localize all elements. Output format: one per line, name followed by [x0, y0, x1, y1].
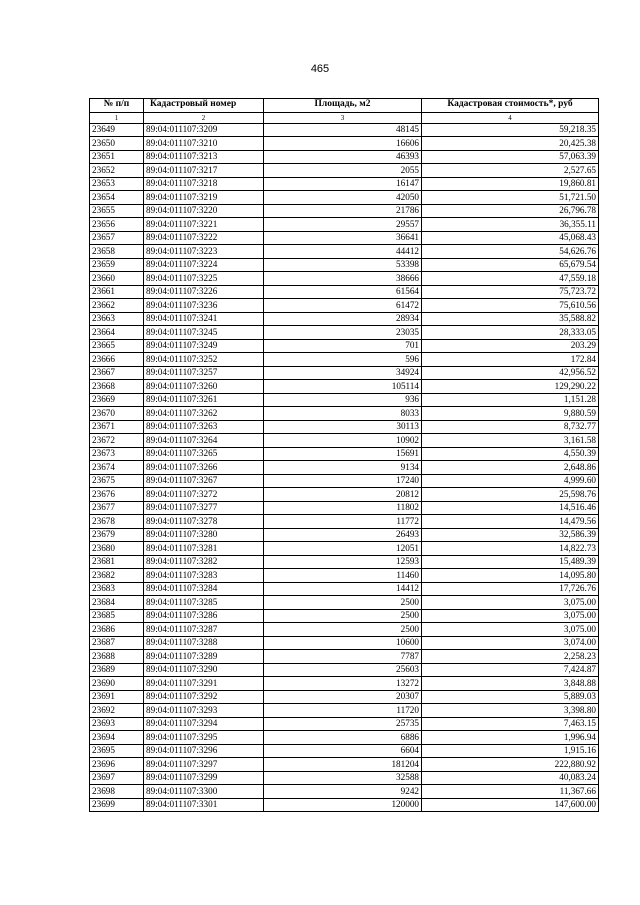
- row-cadastral-number: 89:04:011107:3209: [144, 123, 264, 137]
- row-cadastral-number: 89:04:011107:3266: [144, 461, 264, 475]
- row-cadastral-value: 32,586.39: [422, 528, 599, 542]
- row-index: 23665: [90, 339, 144, 353]
- row-index: 23691: [90, 690, 144, 704]
- row-area: 23035: [264, 326, 422, 340]
- row-area: 12051: [264, 542, 422, 556]
- row-index: 23669: [90, 393, 144, 407]
- row-cadastral-value: 57,063.39: [422, 150, 599, 164]
- row-index: 23676: [90, 488, 144, 502]
- row-cadastral-value: 19,860.81: [422, 177, 599, 191]
- row-area: 21786: [264, 204, 422, 218]
- row-cadastral-number: 89:04:011107:3290: [144, 663, 264, 677]
- row-index: 23698: [90, 785, 144, 799]
- table-row: [90, 447, 599, 461]
- row-index: 23678: [90, 515, 144, 529]
- row-cadastral-value: 11,367.66: [422, 785, 599, 799]
- table-row: [90, 636, 599, 650]
- row-cadastral-number: 89:04:011107:3218: [144, 177, 264, 191]
- page-number: 465: [310, 63, 330, 75]
- row-area: 936: [264, 393, 422, 407]
- row-cadastral-number: 89:04:011107:3217: [144, 164, 264, 178]
- row-cadastral-number: 89:04:011107:3225: [144, 272, 264, 286]
- table-row: [90, 434, 599, 448]
- row-index: 23687: [90, 636, 144, 650]
- table-row: [90, 609, 599, 623]
- row-area: 7787: [264, 650, 422, 664]
- row-index: 23688: [90, 650, 144, 664]
- table-body: [90, 123, 599, 812]
- row-area: 10600: [264, 636, 422, 650]
- table-row: [90, 366, 599, 380]
- table-row: [90, 744, 599, 758]
- row-cadastral-number: 89:04:011107:3219: [144, 191, 264, 205]
- table-row: [90, 771, 599, 785]
- table-row: [90, 420, 599, 434]
- row-cadastral-value: 36,355.11: [422, 218, 599, 232]
- table-row: [90, 704, 599, 718]
- table-row: [90, 474, 599, 488]
- table-row: [90, 245, 599, 259]
- row-cadastral-value: 65,679.54: [422, 258, 599, 272]
- table-row: [90, 204, 599, 218]
- row-cadastral-value: 7,463.15: [422, 717, 599, 731]
- row-cadastral-value: 28,333.05: [422, 326, 599, 340]
- table-row: [90, 177, 599, 191]
- table-row: [90, 785, 599, 799]
- row-cadastral-value: 1,915.16: [422, 744, 599, 758]
- row-cadastral-number: 89:04:011107:3277: [144, 501, 264, 515]
- table-row: [90, 650, 599, 664]
- row-area: 2055: [264, 164, 422, 178]
- row-cadastral-number: 89:04:011107:3220: [144, 204, 264, 218]
- row-cadastral-number: 89:04:011107:3249: [144, 339, 264, 353]
- row-cadastral-value: 45,068.43: [422, 231, 599, 245]
- row-index: 23660: [90, 272, 144, 286]
- row-cadastral-value: 3,075.00: [422, 623, 599, 637]
- table-row: [90, 353, 599, 367]
- row-area: 11720: [264, 704, 422, 718]
- row-area: 2500: [264, 609, 422, 623]
- row-cadastral-value: 42,956.52: [422, 366, 599, 380]
- row-cadastral-value: 147,600.00: [422, 798, 599, 812]
- table-row: [90, 582, 599, 596]
- row-cadastral-value: 2,648.86: [422, 461, 599, 475]
- row-cadastral-number: 89:04:011107:3272: [144, 488, 264, 502]
- row-cadastral-value: 51,721.50: [422, 191, 599, 205]
- row-area: 16147: [264, 177, 422, 191]
- row-area: 13272: [264, 677, 422, 691]
- row-area: 20812: [264, 488, 422, 502]
- row-index: 23674: [90, 461, 144, 475]
- row-index: 23658: [90, 245, 144, 259]
- row-area: 701: [264, 339, 422, 353]
- row-index: 23686: [90, 623, 144, 637]
- header-cadastral-number: Кадастровый номер: [144, 99, 264, 113]
- row-cadastral-value: 1,996.94: [422, 731, 599, 745]
- table-row: [90, 191, 599, 205]
- row-area: 12593: [264, 555, 422, 569]
- row-index: 23651: [90, 150, 144, 164]
- table-row: [90, 758, 599, 772]
- row-index: 23696: [90, 758, 144, 772]
- table-row: [90, 555, 599, 569]
- row-cadastral-value: 4,550.39: [422, 447, 599, 461]
- row-index: 23680: [90, 542, 144, 556]
- header-index: № п/п: [90, 99, 144, 113]
- row-index: 23695: [90, 744, 144, 758]
- row-cadastral-value: 3,075.00: [422, 609, 599, 623]
- row-cadastral-number: 89:04:011107:3297: [144, 758, 264, 772]
- table-row: [90, 231, 599, 245]
- column-number-row: [90, 112, 599, 123]
- row-index: 23663: [90, 312, 144, 326]
- table-row: [90, 798, 599, 812]
- row-area: 34924: [264, 366, 422, 380]
- row-cadastral-value: 7,424.87: [422, 663, 599, 677]
- row-cadastral-value: 14,095.80: [422, 569, 599, 583]
- row-cadastral-value: 3,848.88: [422, 677, 599, 691]
- row-index: 23689: [90, 663, 144, 677]
- row-cadastral-number: 89:04:011107:3294: [144, 717, 264, 731]
- row-area: 30113: [264, 420, 422, 434]
- row-cadastral-number: 89:04:011107:3222: [144, 231, 264, 245]
- row-index: 23673: [90, 447, 144, 461]
- row-area: 120000: [264, 798, 422, 812]
- row-cadastral-value: 47,559.18: [422, 272, 599, 286]
- table-row: [90, 312, 599, 326]
- table-row: [90, 677, 599, 691]
- row-cadastral-value: 14,822.73: [422, 542, 599, 556]
- header-area: Площадь, м2: [264, 99, 422, 113]
- column-number: 2: [144, 112, 264, 123]
- column-number: 4: [422, 112, 599, 123]
- row-area: 6604: [264, 744, 422, 758]
- row-cadastral-number: 89:04:011107:3300: [144, 785, 264, 799]
- row-area: 8033: [264, 407, 422, 421]
- row-area: 11802: [264, 501, 422, 515]
- row-cadastral-number: 89:04:011107:3263: [144, 420, 264, 434]
- row-area: 29557: [264, 218, 422, 232]
- row-area: 14412: [264, 582, 422, 596]
- row-index: 23668: [90, 380, 144, 394]
- table-row: [90, 339, 599, 353]
- row-cadastral-value: 203.29: [422, 339, 599, 353]
- row-area: 46393: [264, 150, 422, 164]
- table-row: [90, 663, 599, 677]
- row-index: 23654: [90, 191, 144, 205]
- row-index: 23682: [90, 569, 144, 583]
- row-area: 2500: [264, 596, 422, 610]
- row-index: 23692: [90, 704, 144, 718]
- table-row: [90, 123, 599, 137]
- row-area: 596: [264, 353, 422, 367]
- row-cadastral-number: 89:04:011107:3283: [144, 569, 264, 583]
- row-cadastral-value: 14,516.46: [422, 501, 599, 515]
- row-cadastral-value: 129,290.22: [422, 380, 599, 394]
- table-row: [90, 515, 599, 529]
- row-cadastral-number: 89:04:011107:3226: [144, 285, 264, 299]
- row-cadastral-number: 89:04:011107:3245: [144, 326, 264, 340]
- row-index: 23683: [90, 582, 144, 596]
- row-cadastral-value: 59,218.35: [422, 123, 599, 137]
- row-cadastral-value: 1,151.28: [422, 393, 599, 407]
- row-area: 9134: [264, 461, 422, 475]
- table-row: [90, 596, 599, 610]
- row-area: 53398: [264, 258, 422, 272]
- row-cadastral-number: 89:04:011107:3285: [144, 596, 264, 610]
- table-row: [90, 164, 599, 178]
- row-cadastral-number: 89:04:011107:3295: [144, 731, 264, 745]
- row-cadastral-number: 89:04:011107:3267: [144, 474, 264, 488]
- table-row: [90, 623, 599, 637]
- row-cadastral-number: 89:04:011107:3224: [144, 258, 264, 272]
- row-cadastral-value: 3,075.00: [422, 596, 599, 610]
- cadastral-table: [89, 98, 599, 812]
- row-index: 23685: [90, 609, 144, 623]
- row-index: 23672: [90, 434, 144, 448]
- row-cadastral-value: 35,588.82: [422, 312, 599, 326]
- table-row: [90, 393, 599, 407]
- row-index: 23666: [90, 353, 144, 367]
- table-row: [90, 285, 599, 299]
- row-cadastral-number: 89:04:011107:3264: [144, 434, 264, 448]
- table-row: [90, 137, 599, 151]
- row-index: 23649: [90, 123, 144, 137]
- row-cadastral-number: 89:04:011107:3299: [144, 771, 264, 785]
- row-cadastral-value: 3,161.58: [422, 434, 599, 448]
- row-index: 23662: [90, 299, 144, 313]
- row-cadastral-number: 89:04:011107:3221: [144, 218, 264, 232]
- row-cadastral-value: 172.84: [422, 353, 599, 367]
- row-index: 23664: [90, 326, 144, 340]
- row-index: 23652: [90, 164, 144, 178]
- row-cadastral-number: 89:04:011107:3286: [144, 609, 264, 623]
- row-index: 23681: [90, 555, 144, 569]
- row-index: 23690: [90, 677, 144, 691]
- row-cadastral-value: 222,880.92: [422, 758, 599, 772]
- row-cadastral-value: 54,626.76: [422, 245, 599, 259]
- row-cadastral-value: 26,796.78: [422, 204, 599, 218]
- table-row: [90, 258, 599, 272]
- table-row: [90, 326, 599, 340]
- row-area: 25603: [264, 663, 422, 677]
- row-area: 26493: [264, 528, 422, 542]
- row-index: 23656: [90, 218, 144, 232]
- table-row: [90, 218, 599, 232]
- row-cadastral-value: 2,527.65: [422, 164, 599, 178]
- row-cadastral-number: 89:04:011107:3265: [144, 447, 264, 461]
- row-area: 105114: [264, 380, 422, 394]
- row-index: 23671: [90, 420, 144, 434]
- row-cadastral-number: 89:04:011107:3288: [144, 636, 264, 650]
- row-index: 23667: [90, 366, 144, 380]
- header-row: [90, 99, 599, 113]
- row-area: 11772: [264, 515, 422, 529]
- row-cadastral-value: 3,398.80: [422, 704, 599, 718]
- row-area: 32588: [264, 771, 422, 785]
- row-cadastral-value: 2,258.23: [422, 650, 599, 664]
- table-row: [90, 690, 599, 704]
- table-row: [90, 380, 599, 394]
- row-cadastral-value: 20,425.38: [422, 137, 599, 151]
- row-cadastral-number: 89:04:011107:3241: [144, 312, 264, 326]
- row-cadastral-value: 25,598.76: [422, 488, 599, 502]
- row-index: 23679: [90, 528, 144, 542]
- row-cadastral-number: 89:04:011107:3252: [144, 353, 264, 367]
- table-row: [90, 299, 599, 313]
- row-cadastral-value: 40,083.24: [422, 771, 599, 785]
- row-cadastral-number: 89:04:011107:3291: [144, 677, 264, 691]
- row-cadastral-value: 3,074.00: [422, 636, 599, 650]
- row-cadastral-number: 89:04:011107:3284: [144, 582, 264, 596]
- row-cadastral-number: 89:04:011107:3223: [144, 245, 264, 259]
- row-cadastral-number: 89:04:011107:3210: [144, 137, 264, 151]
- table-row: [90, 717, 599, 731]
- row-area: 17240: [264, 474, 422, 488]
- row-cadastral-number: 89:04:011107:3301: [144, 798, 264, 812]
- row-area: 9242: [264, 785, 422, 799]
- row-index: 23661: [90, 285, 144, 299]
- row-cadastral-number: 89:04:011107:3287: [144, 623, 264, 637]
- row-cadastral-value: 4,999.60: [422, 474, 599, 488]
- row-index: 23693: [90, 717, 144, 731]
- row-index: 23655: [90, 204, 144, 218]
- row-area: 28934: [264, 312, 422, 326]
- row-cadastral-number: 89:04:011107:3289: [144, 650, 264, 664]
- row-index: 23694: [90, 731, 144, 745]
- row-cadastral-number: 89:04:011107:3257: [144, 366, 264, 380]
- row-area: 48145: [264, 123, 422, 137]
- row-area: 10902: [264, 434, 422, 448]
- row-index: 23659: [90, 258, 144, 272]
- column-number: 1: [90, 112, 144, 123]
- row-index: 23699: [90, 798, 144, 812]
- row-index: 23675: [90, 474, 144, 488]
- table-row: [90, 731, 599, 745]
- row-area: 42050: [264, 191, 422, 205]
- row-index: 23650: [90, 137, 144, 151]
- row-cadastral-value: 8,732.77: [422, 420, 599, 434]
- table-row: [90, 542, 599, 556]
- row-cadastral-number: 89:04:011107:3262: [144, 407, 264, 421]
- row-area: 25735: [264, 717, 422, 731]
- row-cadastral-value: 17,726.76: [422, 582, 599, 596]
- row-cadastral-value: 9,880.59: [422, 407, 599, 421]
- row-area: 38666: [264, 272, 422, 286]
- row-index: 23670: [90, 407, 144, 421]
- row-area: 36641: [264, 231, 422, 245]
- table-row: [90, 150, 599, 164]
- table-row: [90, 528, 599, 542]
- row-cadastral-value: 75,610.56: [422, 299, 599, 313]
- row-cadastral-number: 89:04:011107:3278: [144, 515, 264, 529]
- row-cadastral-number: 89:04:011107:3280: [144, 528, 264, 542]
- row-cadastral-value: 15,489.39: [422, 555, 599, 569]
- row-area: 181204: [264, 758, 422, 772]
- table-row: [90, 461, 599, 475]
- table-row: [90, 407, 599, 421]
- row-cadastral-number: 89:04:011107:3260: [144, 380, 264, 394]
- row-area: 61564: [264, 285, 422, 299]
- table-row: [90, 569, 599, 583]
- row-cadastral-number: 89:04:011107:3296: [144, 744, 264, 758]
- row-cadastral-number: 89:04:011107:3236: [144, 299, 264, 313]
- header-cadastral-value: Кадастровая стоимость*, руб: [422, 99, 599, 113]
- row-area: 20307: [264, 690, 422, 704]
- column-number: 3: [264, 112, 422, 123]
- table-row: [90, 501, 599, 515]
- row-index: 23653: [90, 177, 144, 191]
- row-cadastral-value: 5,889.03: [422, 690, 599, 704]
- row-area: 61472: [264, 299, 422, 313]
- row-cadastral-number: 89:04:011107:3261: [144, 393, 264, 407]
- row-cadastral-number: 89:04:011107:3213: [144, 150, 264, 164]
- row-index: 23697: [90, 771, 144, 785]
- row-area: 11460: [264, 569, 422, 583]
- row-area: 2500: [264, 623, 422, 637]
- row-cadastral-value: 14,479.56: [422, 515, 599, 529]
- row-index: 23657: [90, 231, 144, 245]
- row-index: 23684: [90, 596, 144, 610]
- row-area: 44412: [264, 245, 422, 259]
- row-cadastral-number: 89:04:011107:3281: [144, 542, 264, 556]
- row-area: 16606: [264, 137, 422, 151]
- table-row: [90, 272, 599, 286]
- row-cadastral-number: 89:04:011107:3292: [144, 690, 264, 704]
- row-area: 15691: [264, 447, 422, 461]
- row-index: 23677: [90, 501, 144, 515]
- row-area: 6886: [264, 731, 422, 745]
- row-cadastral-value: 75,723.72: [422, 285, 599, 299]
- row-cadastral-number: 89:04:011107:3293: [144, 704, 264, 718]
- row-cadastral-number: 89:04:011107:3282: [144, 555, 264, 569]
- table-row: [90, 488, 599, 502]
